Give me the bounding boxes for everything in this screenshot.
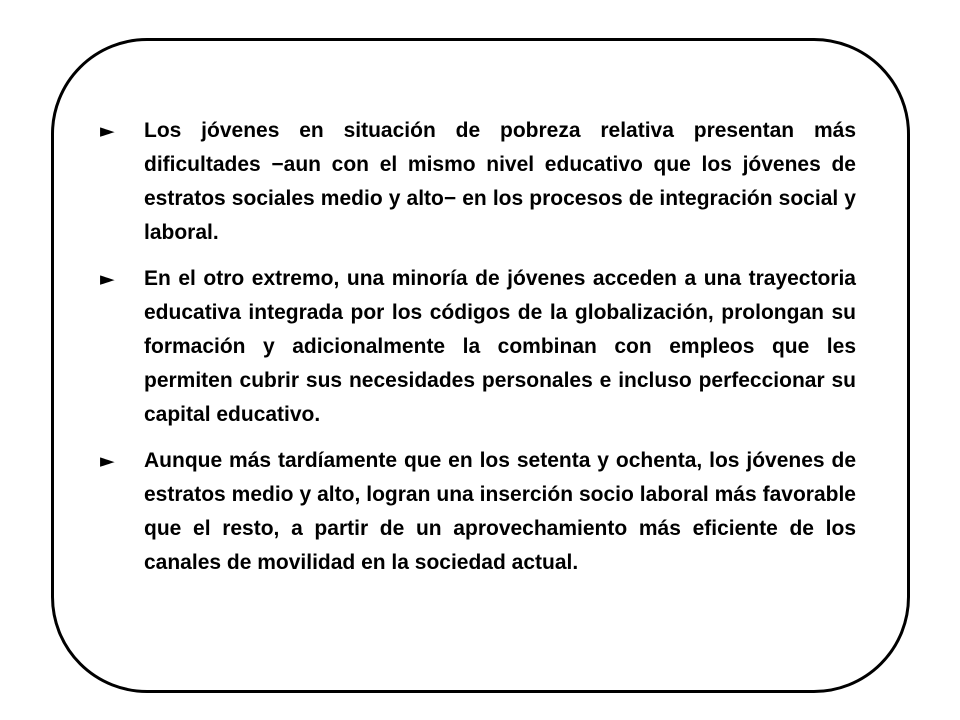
bullet-item-3 xyxy=(100,444,856,580)
bullet-item-1 xyxy=(100,114,856,250)
bullet-item-2 xyxy=(100,262,856,432)
bullet-text-3: Aunque más tardíamente que en los setenta y ochenta, los jóvenes de estratos medio y alto, logran una inserción socio laboral más favorable que el resto, a partir de un aprovechamiento más eficiente de los canales de movilidad en la sociedad actual. xyxy=(144,449,856,574)
triangle-bullet-icon: ► xyxy=(100,120,115,142)
triangle-bullet-icon: ► xyxy=(100,450,115,472)
bullet-text-1: Los jóvenes en situación de pobreza relativa presentan más dificultades −aun con el mismo nivel educativo que los jóvenes de estratos sociales medio y alto− en los procesos de integración social y laboral. xyxy=(144,119,856,244)
bullet-text-2: En el otro extremo, una minoría de jóvenes acceden a una trayectoria educativa integrada por los códigos de la globalización, prolongan su formación y adicionalmente la combinan con empleos que les permiten cubrir sus necesidades personales e incluso perfeccionar su capital educativo. xyxy=(144,267,856,426)
triangle-bullet-icon: ► xyxy=(100,268,115,290)
bullet-list xyxy=(100,114,856,592)
